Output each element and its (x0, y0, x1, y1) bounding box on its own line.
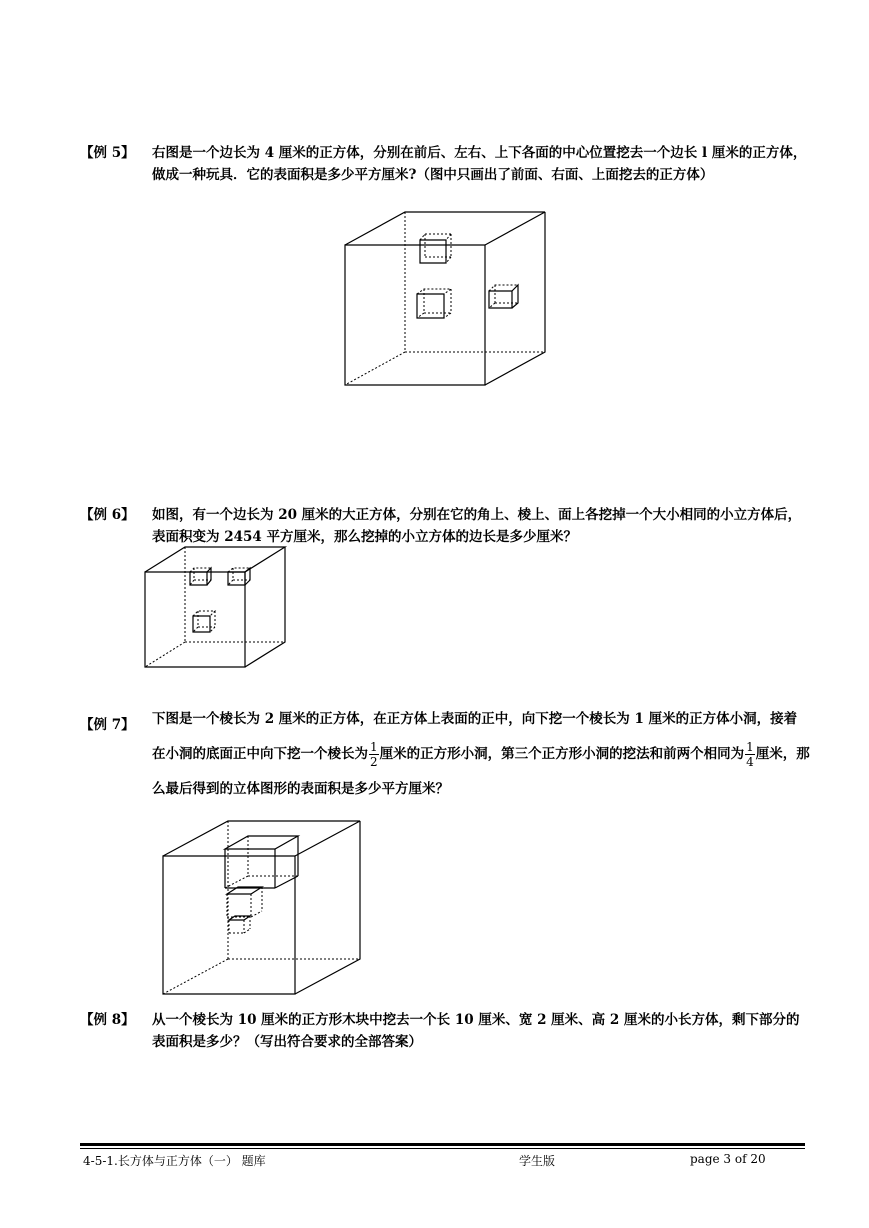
problem-label: 【例 7】 (80, 717, 135, 733)
problem-text-part-b: 厘米的正方形小洞，第三个正方形小洞的挖法和前两个相同为 (379, 746, 745, 762)
figure-cube-nested-holes (155, 816, 370, 1001)
problem-label: 【例 6】 (80, 507, 135, 523)
figure-cube-holes-center (340, 205, 550, 390)
footer-page-number: page 3 of 20 (690, 1152, 766, 1166)
problem-text-part-c: 厘米，那么最后得到的立体图形的表面积是多少平方厘米？ (152, 746, 810, 797)
footer-rule-thin (80, 1148, 805, 1149)
footer-left: 4-5-1.长方体与正方体（一） 题库 (83, 1154, 266, 1168)
problem-text (152, 702, 810, 807)
problem-text: 右图是一个边长为 4 厘米的正方体，分别在前后、左右、上下各面的中心位置挖去一个边长 l 厘米的正方体，做成一种玩具．它的表面积是多少平方厘米?（图中只画出了前面、右面、上面挖去的正方体） (152, 145, 807, 183)
figure-cube-holes-corner-edge-face (140, 542, 290, 672)
problem-label: 【例 8】 (80, 1012, 135, 1028)
problem-text: 如图，有一个边长为 20 厘米的大正方体，分别在它的角上、棱上、面上各挖掉一个大小相同的小立方体后，表面积变为 2454 平方厘米，那么挖掉的小立方体的边长是多少厘米？ (152, 507, 802, 545)
fraction-quarter: $\frac{1}{4}$ (746, 740, 754, 769)
problem-text-part-a: 下图是一个棱长为 2 厘米的正方体，在正方体上表面的正中，向下挖一个棱长为 1 厘米的正方体小洞，接着在小洞的底面正中向下挖一个棱长为 (152, 711, 798, 762)
fraction-half: $\frac{1}{2}$ (370, 740, 378, 769)
problem-text: 从一个棱长为 10 厘米的正方形木块中挖去一个长 10 厘米、宽 2 厘米、高 2 厘米的小长方体，剩下部分的表面积是多少？（写出符合要求的全部答案） (152, 1012, 800, 1050)
problem-label: 【例 5】 (80, 145, 135, 161)
footer-center: 学生版 (519, 1154, 556, 1168)
footer-rule-thick (80, 1143, 805, 1146)
